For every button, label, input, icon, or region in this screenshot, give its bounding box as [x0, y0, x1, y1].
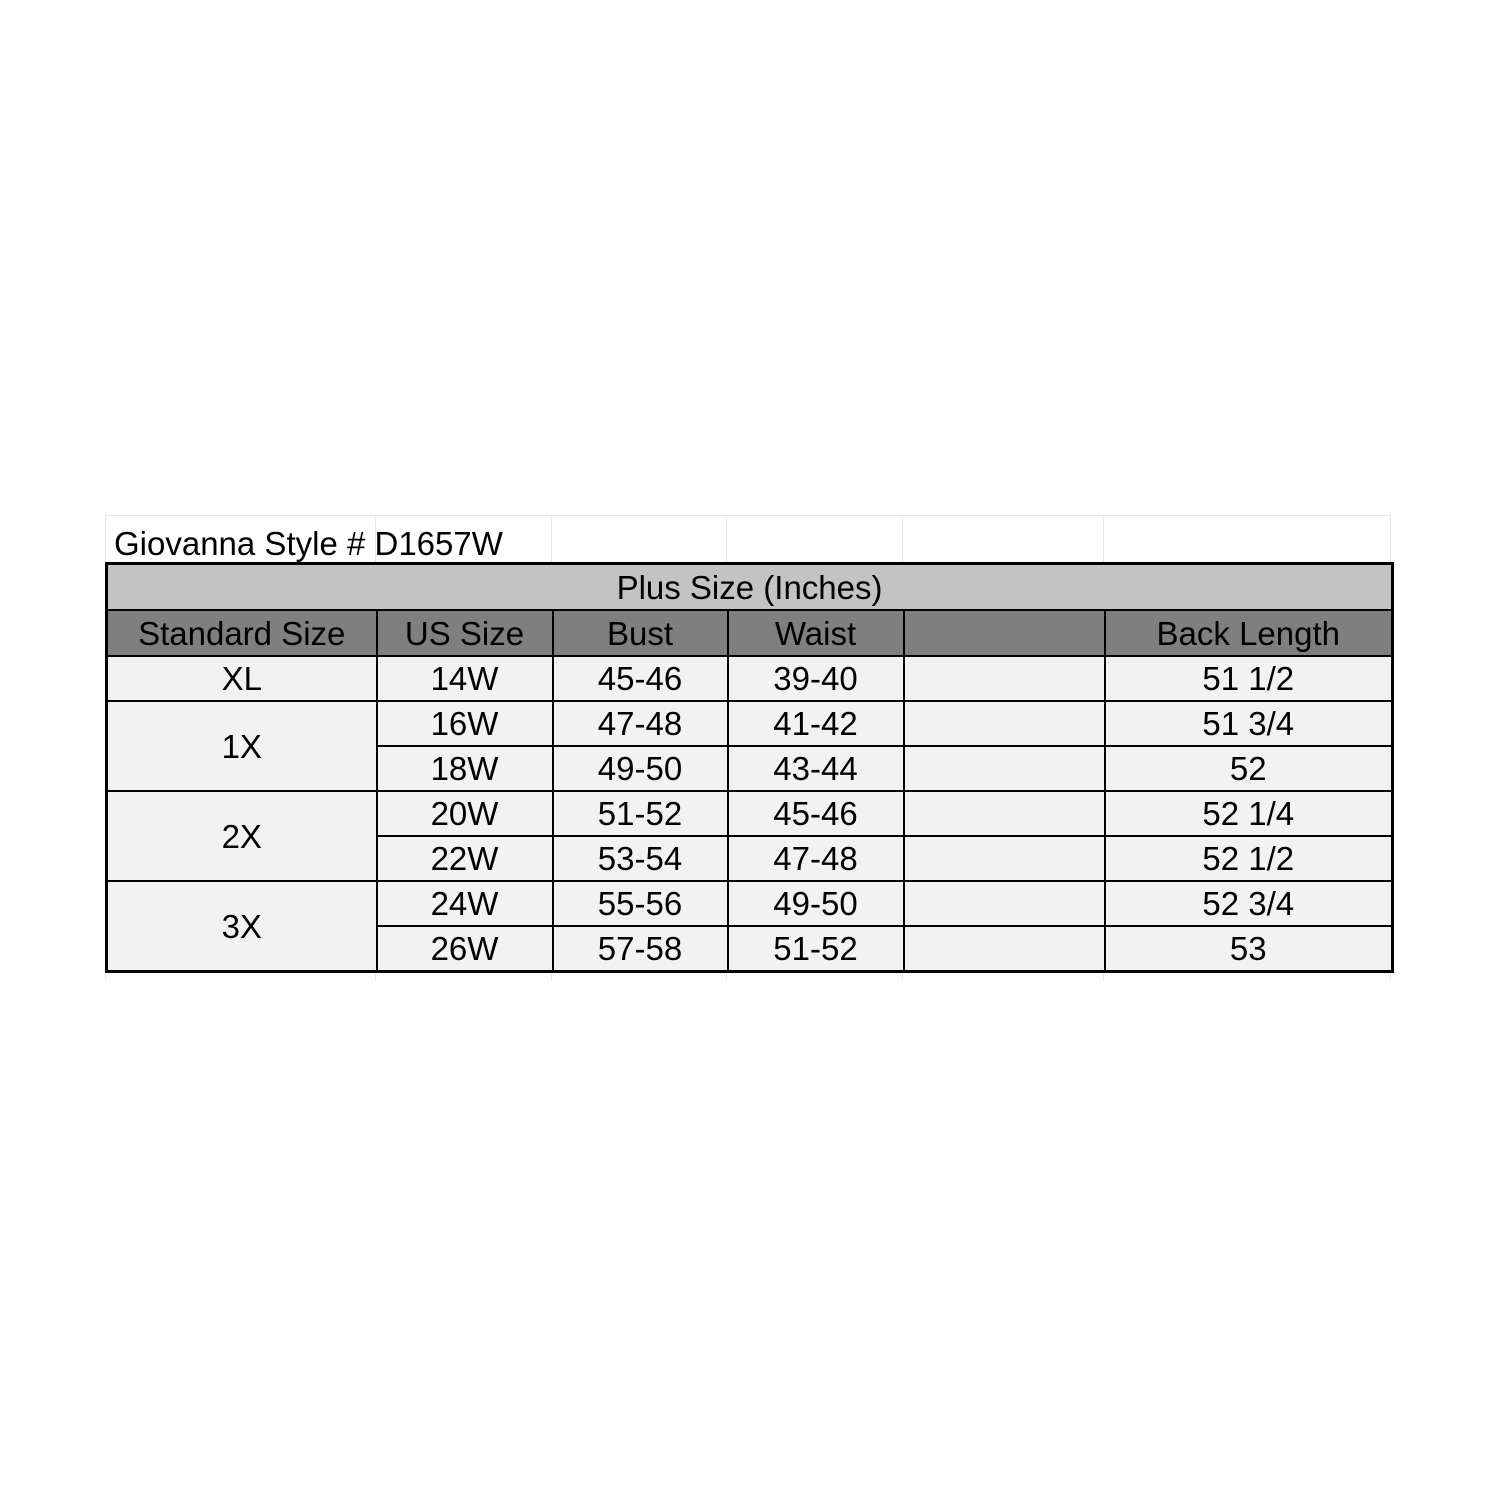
standard-size-cell: XL — [107, 656, 377, 701]
waist-cell: 49-50 — [728, 881, 904, 926]
empty-cell — [902, 516, 1103, 562]
waist-cell: 39-40 — [728, 656, 904, 701]
grid-tick — [1103, 973, 1391, 981]
back-length-cell: 51 3/4 — [1105, 701, 1393, 746]
band-header: Plus Size (Inches) — [107, 564, 1393, 611]
col-header-back-length: Back Length — [1105, 610, 1393, 656]
grid-tick — [375, 973, 551, 981]
size-table — [105, 562, 1394, 973]
col-header-waist: Waist — [728, 610, 904, 656]
bust-cell: 45-46 — [553, 656, 728, 701]
waist-cell: 47-48 — [728, 836, 904, 881]
blank-cell — [904, 701, 1105, 746]
back-length-cell: 52 — [1105, 746, 1393, 791]
table-row — [107, 791, 1393, 836]
table-row — [107, 701, 1393, 746]
empty-cell — [1103, 516, 1391, 562]
us-size-cell: 22W — [377, 836, 553, 881]
us-size-cell: 20W — [377, 791, 553, 836]
grid-tick — [105, 973, 375, 981]
style-title: Giovanna Style # D1657W — [114, 525, 503, 562]
size-chart — [105, 515, 1391, 981]
grid-tick — [551, 973, 726, 981]
col-header-us-size: US Size — [377, 610, 553, 656]
bust-cell: 55-56 — [553, 881, 728, 926]
us-size-cell: 16W — [377, 701, 553, 746]
blank-cell — [904, 926, 1105, 972]
waist-cell: 45-46 — [728, 791, 904, 836]
bust-cell: 57-58 — [553, 926, 728, 972]
band-row — [107, 564, 1393, 611]
blank-cell — [904, 836, 1105, 881]
grid-tick — [902, 973, 1103, 981]
col-header-standard-size: Standard Size — [107, 610, 377, 656]
waist-cell: 43-44 — [728, 746, 904, 791]
back-length-cell: 52 1/2 — [1105, 836, 1393, 881]
header-row — [107, 610, 1393, 656]
us-size-cell: 26W — [377, 926, 553, 972]
us-size-cell: 24W — [377, 881, 553, 926]
waist-cell: 51-52 — [728, 926, 904, 972]
back-length-cell: 53 — [1105, 926, 1393, 972]
standard-size-cell: 2X — [107, 791, 377, 881]
table-row — [107, 881, 1393, 926]
blank-cell — [904, 791, 1105, 836]
waist-cell: 41-42 — [728, 701, 904, 746]
blank-cell — [904, 656, 1105, 701]
empty-cell — [726, 516, 902, 562]
standard-size-cell: 1X — [107, 701, 377, 791]
standard-size-cell: 3X — [107, 881, 377, 972]
grid-tick — [726, 973, 902, 981]
bust-cell: 49-50 — [553, 746, 728, 791]
table-row — [107, 656, 1393, 701]
blank-cell — [904, 881, 1105, 926]
title-cell — [105, 516, 503, 562]
back-length-cell: 52 1/4 — [1105, 791, 1393, 836]
blank-cell — [904, 746, 1105, 791]
back-length-cell: 51 1/2 — [1105, 656, 1393, 701]
col-header-blank — [904, 610, 1105, 656]
bust-cell: 47-48 — [553, 701, 728, 746]
bust-cell: 53-54 — [553, 836, 728, 881]
bust-cell: 51-52 — [553, 791, 728, 836]
title-row — [105, 515, 1391, 562]
us-size-cell: 14W — [377, 656, 553, 701]
back-length-cell: 52 3/4 — [1105, 881, 1393, 926]
us-size-cell: 18W — [377, 746, 553, 791]
grid-ticks — [105, 973, 1391, 981]
empty-cell — [551, 516, 726, 562]
col-header-bust: Bust — [553, 610, 728, 656]
